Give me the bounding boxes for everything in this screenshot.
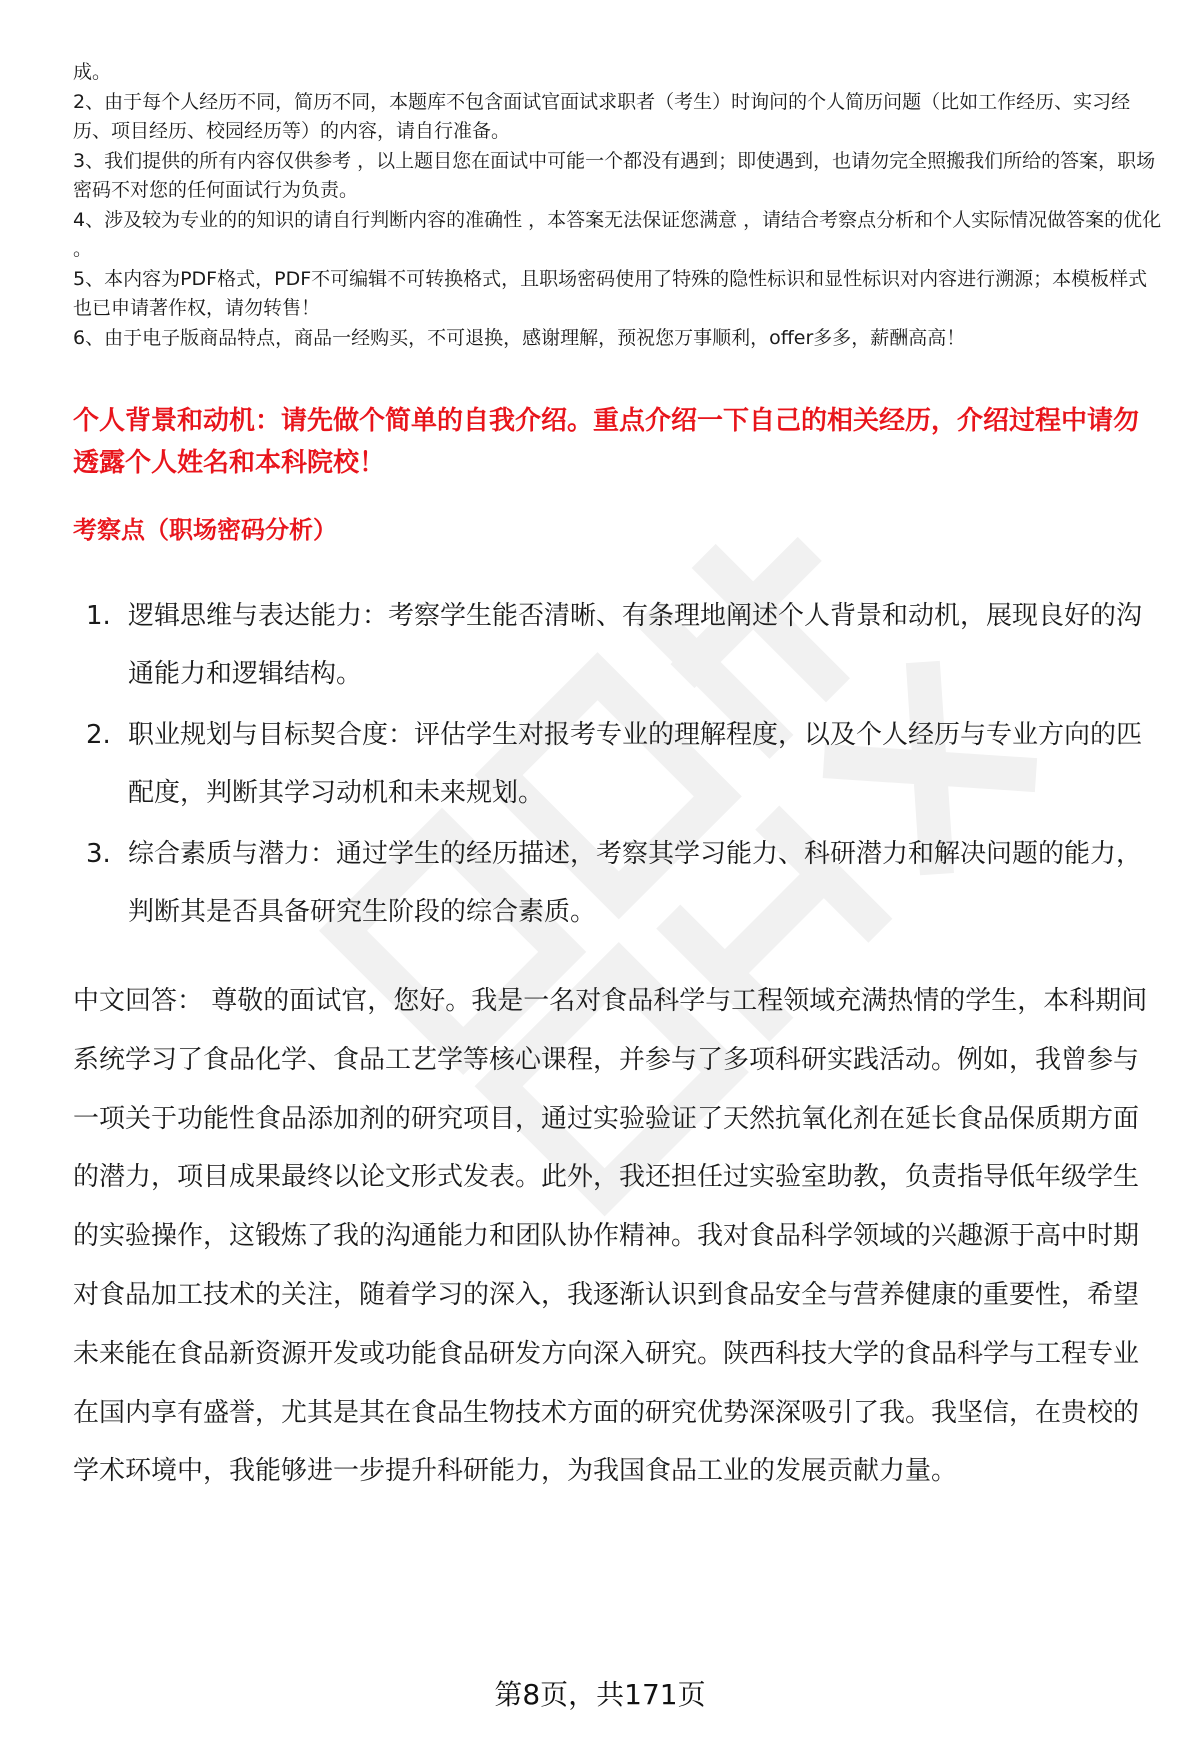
note-line: 6、由于电子版商品特点，商品一经购买，不可退换，感谢理解，预祝您万事顺利，offer多多，薪酬高高！ bbox=[73, 326, 966, 349]
note-line: 成。 bbox=[73, 61, 112, 83]
sample-answer: 中文回答： 尊敬的面试官，您好。我是一名对食品科学与工程领域充满热情的学生，本科期间系统学习了食品化学、食品工艺学等核心课程，并参与了多项科研实践活动。例如，我曾参与一项关于功能性食品添加剂的研究项目，通过实验验证了天然抗氧化剂在延长食品保质期方面的潜力，项目成果最终以论文形式发表。此外，我还担任过实验室助教，负责指导低年级学生的实验操作，这锻炼了我的沟通能力和团队协作精神。我对食品科学领域的兴趣源于高中时期对食品加工技术的关注，随着学习的深入，我逐渐认识到食品安全与营养健康的重要性，希望未来能在食品新资源开发或功能食品研发方向深入研究。陕西科技大学的食品科学与工程专业在国内享有盛誉，尤其是其在食品生物技术方面的研究优势深深吸引了我。我坚信，在贵校的学术环境中，我能够进一步提升科研能力，为我国食品工业的发展贡献力量。 bbox=[73, 986, 1148, 1487]
note-line: 2、由于每个人经历不同，简历不同，本题库不包含面试官面试求职者（考生）时询问的个人简历问题（比如工作经历、实习经历、项目经历、校园经历等）的内容，请自行准备。 bbox=[73, 90, 1131, 142]
list-item bbox=[86, 587, 1146, 703]
list-item-text: 综合素质与潜力：通过学生的经历描述，考察其学习能力、科研潜力和解决问题的能力，判断其是否具备研究生阶段的综合素质。 bbox=[128, 839, 1143, 927]
list-item-number: 1. bbox=[86, 601, 111, 631]
note-line: 5、本内容为PDF格式，PDF不可编辑不可转换格式，且职场密码使用了特殊的隐性标识和显性标识对内容进行溯源；本模板样式也已申请著作权，请勿转售！ bbox=[73, 267, 1148, 319]
page-number: 第8页，共171页 bbox=[494, 1678, 706, 1711]
list-item-number: 3. bbox=[86, 839, 111, 869]
list-item-number: 2. bbox=[86, 720, 111, 750]
note-line: 3、我们提供的所有内容仅供参考 ，以上题目您在面试中可能一个都没有遇到；即使遇到，也请勿完全照搬我们所给的答案，职场密码不对您的任何面试行为负责。 bbox=[73, 149, 1156, 201]
list-item-text: 职业规划与目标契合度：评估学生对报考专业的理解程度，以及个人经历与专业方向的匹配度，判断其学习动机和未来规划。 bbox=[128, 720, 1143, 808]
note-line: 4、涉及较为专业的的知识的请自行判断内容的准确性 ，本答案无法保证您满意 ，请结合考察点分析和个人实际情况做答案的优化 。 bbox=[73, 208, 1162, 260]
list-item-text: 逻辑思维与表达能力：考察学生能否清晰、有条理地阐述个人背景和动机，展现良好的沟通能力和逻辑结构。 bbox=[128, 601, 1143, 689]
list-item bbox=[86, 825, 1146, 941]
analysis-heading: 考察点（职场密码分析） bbox=[73, 516, 337, 544]
analysis-points-list bbox=[86, 587, 1146, 944]
list-item bbox=[86, 706, 1146, 822]
interview-question: 个人背景和动机：请先做个简单的自我介绍。重点介绍一下自己的相关经历，介绍过程中请勿透露个人姓名和本科院校！ bbox=[73, 406, 1140, 478]
disclaimer-notes bbox=[73, 58, 1163, 353]
